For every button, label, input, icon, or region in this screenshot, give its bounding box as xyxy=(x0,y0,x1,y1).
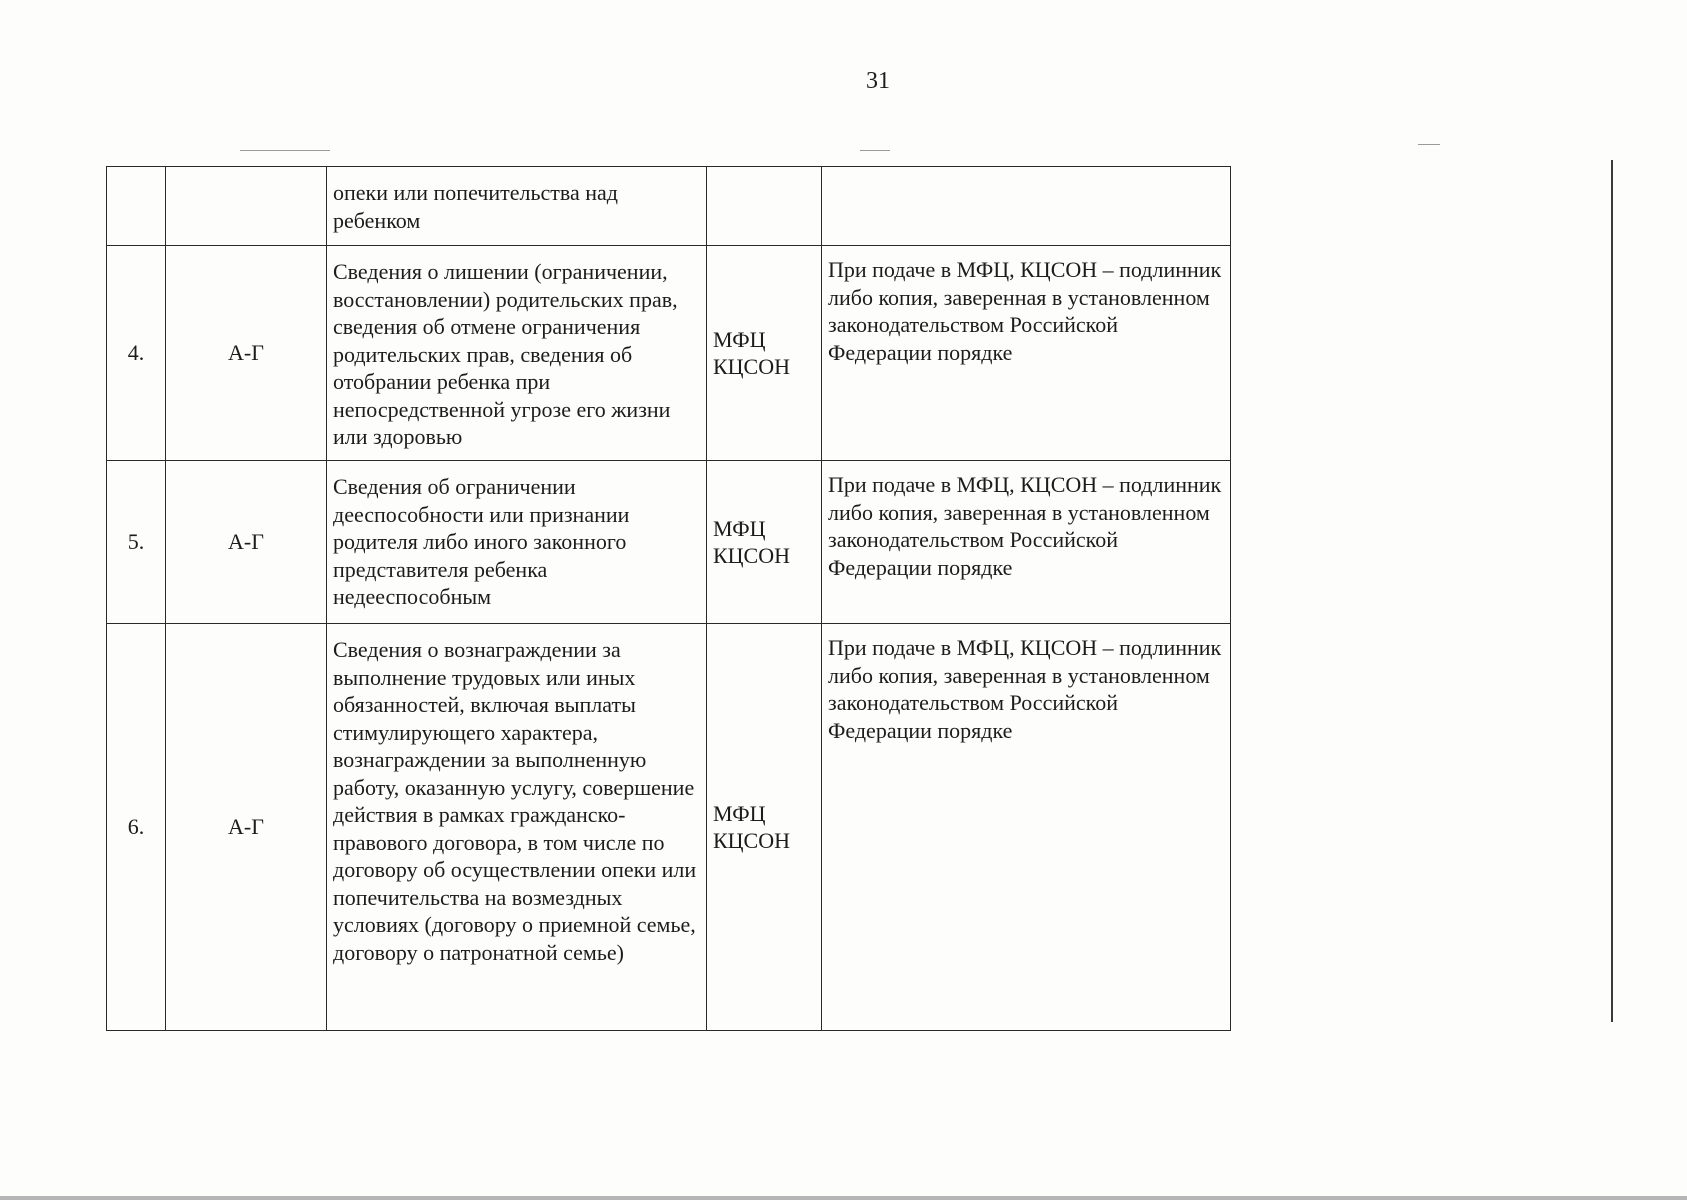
document-table xyxy=(106,166,1231,1031)
scan-edge-shadow xyxy=(0,1196,1687,1200)
submission-note: При подаче в МФЦ, КЦСОН – подлинник либо копия, заверенная в установленном законодательством Российской Федерации порядке xyxy=(822,246,1231,461)
page-number: 31 xyxy=(866,68,890,94)
scan-mark xyxy=(860,150,890,151)
table-row xyxy=(107,624,1231,1031)
margin-line xyxy=(1611,160,1613,1022)
applicant-category: А-Г xyxy=(166,246,327,461)
scan-mark xyxy=(240,150,330,151)
document-description: Сведения о вознаграждении за выполнение трудовых или иных обязанностей, включая выплаты стимулирующего характера, вознаграждении за выполненную работу, оказанную услугу, совершение действия в рамках гражданско-правового договора, в том числе по договору об осуществлении опеки или попечительства на возмездных условиях (договору о приемной семье, договору о патронатной семье) xyxy=(327,624,707,1031)
submission-place xyxy=(707,167,822,246)
row-number: 4. xyxy=(107,246,166,461)
table-row xyxy=(107,246,1231,461)
document-description: опеки или попечительства над ребенком xyxy=(327,167,707,246)
submission-note: При подаче в МФЦ, КЦСОН – подлинник либо копия, заверенная в установленном законодательством Российской Федерации порядке xyxy=(822,461,1231,624)
submission-place: МФЦ КЦСОН xyxy=(707,246,822,461)
table-row xyxy=(107,167,1231,246)
table-row xyxy=(107,461,1231,624)
row-number: 5. xyxy=(107,461,166,624)
scan-mark xyxy=(1418,144,1440,145)
submission-note xyxy=(822,167,1231,246)
document-description: Сведения о лишении (ограничении, восстановлении) родительских прав, сведения об отмене ограничения родительских прав, сведения об отобрании ребенка при непосредственной угрозе его жизни или здоровью xyxy=(327,246,707,461)
row-number: 6. xyxy=(107,624,166,1031)
document-description: Сведения об ограничении дееспособности или признании родителя либо иного законного представителя ребенка недееспособным xyxy=(327,461,707,624)
applicant-category: А-Г xyxy=(166,624,327,1031)
row-number xyxy=(107,167,166,246)
submission-place: МФЦ КЦСОН xyxy=(707,624,822,1031)
submission-note: При подаче в МФЦ, КЦСОН – подлинник либо копия, заверенная в установленном законодательством Российской Федерации порядке xyxy=(822,624,1231,1031)
applicant-category: А-Г xyxy=(166,461,327,624)
applicant-category xyxy=(166,167,327,246)
submission-place: МФЦ КЦСОН xyxy=(707,461,822,624)
